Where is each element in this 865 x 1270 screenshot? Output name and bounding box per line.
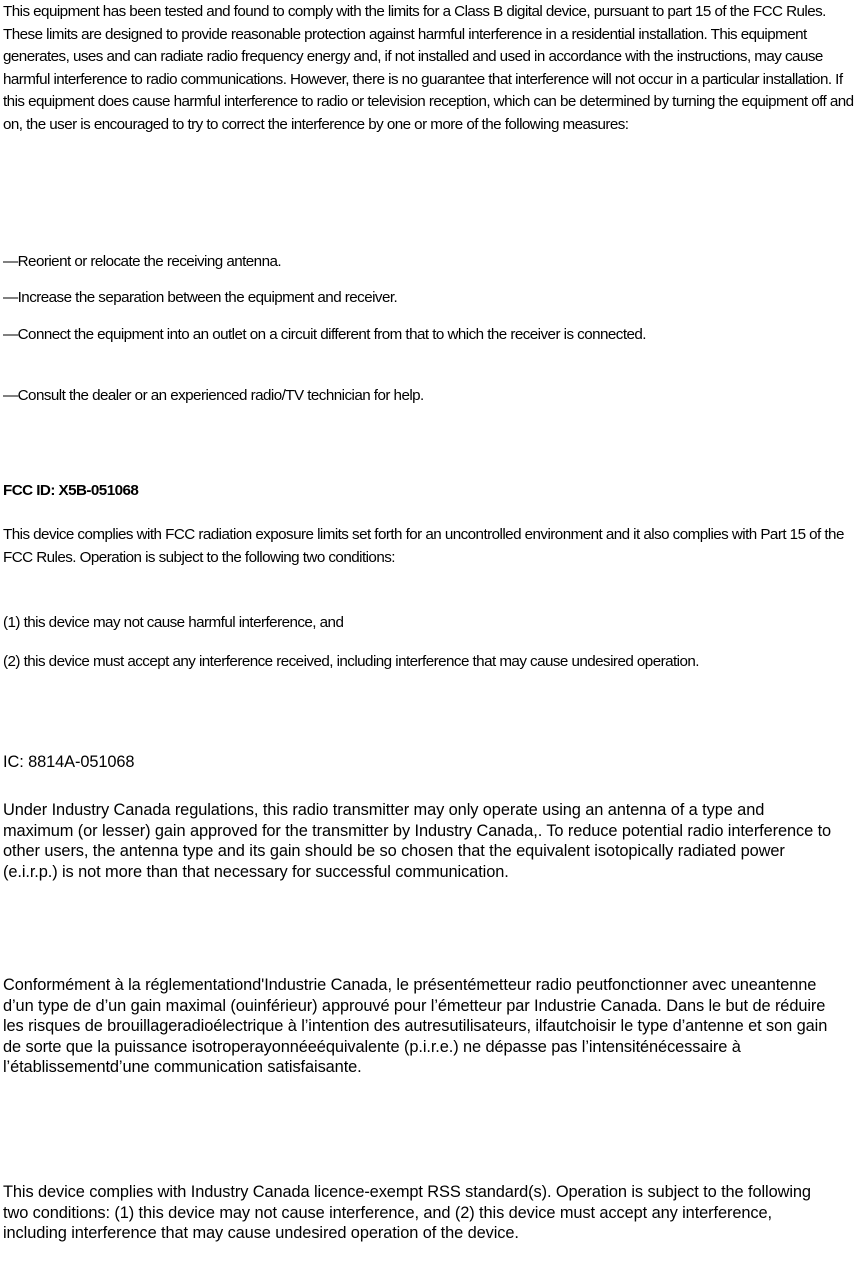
measure-item: —Connect the equipment into an outlet on a circuit different from that to which the receiver is connected.	[3, 326, 646, 343]
ic-rss-paragraph: This device complies with Industry Canada licence-exempt RSS standard(s). Operation is subject to the following two conditions: (1) this device may not cause interference, and (2) this device must accept any interference, including interference that may cause undesired operation of the device.	[3, 1183, 811, 1242]
fcc-intro-paragraph: This equipment has been tested and found to comply with the limits for a Class B digital device, pursuant to part 15 of the FCC Rules. These limits are designed to provide reasonable protection against harmful interference in a residential installation. This equipment generates, uses and can radiate radio frequency energy and, if not installed and used in accordance with the instructions, may cause harmful interference to radio communications. However, there is no guarantee that interference will not occur in a particular installation. If this equipment does cause harmful interference to radio or television reception, which can be determined by turning the equipment off and on, the user is encouraged to try to correct the interference by one or more of the following measures:	[3, 3, 854, 133]
ic-english-paragraph: Under Industry Canada regulations, this radio transmitter may only operate using an antenna of a type and maximum (or lesser) gain approved for the transmitter by Industry Canada,. To reduce potential radio interference to other users, the antenna type and its gain should be so chosen that the equivalent isotopically radiated power (e.i.r.p.) is not more than that necessary for successful communication.	[3, 801, 832, 881]
ic-french-paragraph: Conformément à la réglementationd'Industrie Canada, le présentémetteur radio peutfonctionner avec uneantenne d’un type de d’un gain maximal (ouinférieur) approuvé pour l’émetteur par Industrie Canada. Dans le but de réduire les risques de brouillageradioélectrique à l’intention des autresutilisateurs, ilfautchoisir le type d’antenne et son gain de sorte que la puissance isotroperayonnéeéquivalente (p.i.r.e.) ne dépasse pas l’intensiténécessaire à l’établissementd’une communication satisfaisante.	[3, 976, 828, 1076]
measure-item: —Consult the dealer or an experienced radio/TV technician for help.	[3, 387, 424, 404]
ic-heading: IC: 8814A-051068	[3, 753, 135, 771]
fcc-id-heading: FCC ID: X5B-051068	[3, 482, 139, 499]
fcc-condition-1: (1) this device may not cause harmful interference, and	[3, 614, 344, 631]
fcc-condition-2: (2) this device must accept any interference received, including interference that may cause undesired operation.	[3, 653, 699, 670]
fcc-compliance-statement: This device complies with FCC radiation exposure limits set forth for an uncontrolled environment and it also complies with Part 15 of the FCC Rules. Operation is subject to the following two conditions:	[3, 526, 844, 566]
measure-item: —Reorient or relocate the receiving antenna.	[3, 253, 282, 270]
measure-item: —Increase the separation between the equipment and receiver.	[3, 289, 398, 306]
